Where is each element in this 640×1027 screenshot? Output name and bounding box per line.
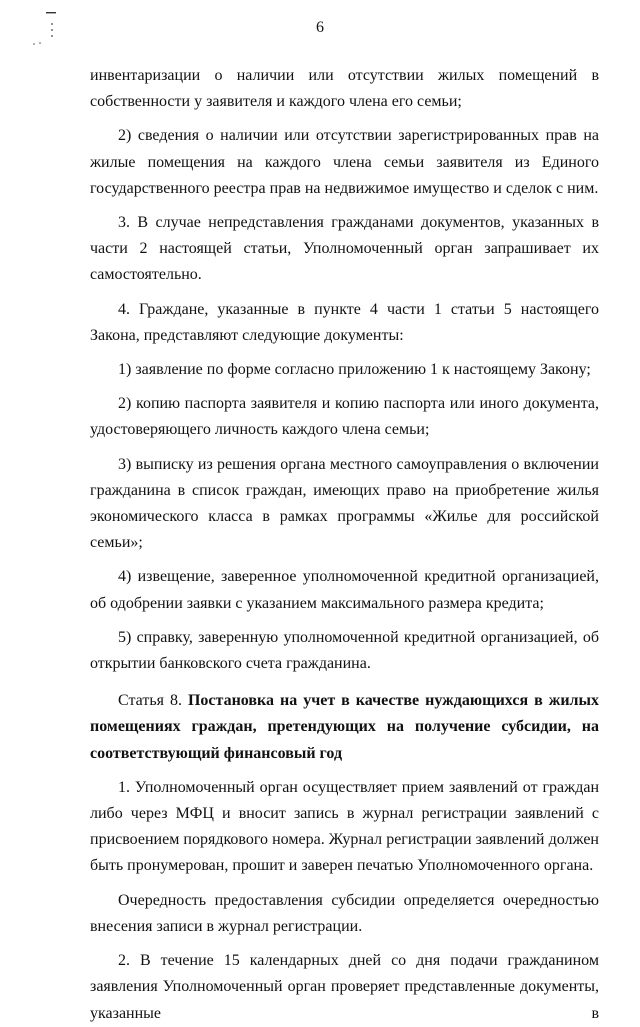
paragraph-4: 4. Граждане, указанные в пункте 4 части 1 статьи 5 настоящего Закона, представляют следующие документы: <box>90 300 599 344</box>
paragraph-2: 2) сведения о наличии или отсутствии зарегистрированных прав на жилые помещения на каждого члена семьи заявителя из Единого государственного реестра прав на недвижимое имущество и сделок с ним. <box>90 127 599 197</box>
list-item-1: 1) заявление по форме согласно приложению 1 к настоящему Закону; <box>118 361 591 379</box>
page-number: 6 <box>316 19 324 36</box>
list-item-5: 5) справку, заверенную уполномоченной кредитной организацией, об открытии банковского счета гражданина. <box>90 628 599 673</box>
document-body <box>90 63 599 1027</box>
list-item-2: 2) копию паспорта заявителя и копию паспорта или иного документа, удостоверяющего личность каждого члена семьи; <box>90 395 599 439</box>
article-number: Статья 8. <box>118 692 188 710</box>
paragraph-article-1: 1. Уполномоченный орган осуществляет прием заявлений от граждан либо через МФЦ и вносит запись в журнал регистрации заявлений с присвоением порядкового номера. Журнал регистрации заявлений должен быть пронумерован, прошит и заверен печатью Уполномоченного органа. <box>90 778 599 875</box>
article-heading <box>90 688 599 767</box>
paragraph-queue: Очередность предоставления субсидии определяется очередностью внесения записи в журнал регистрации. <box>90 891 599 935</box>
list-item-4: 4) извещение, заверенное уполномоченной кредитной организацией, об одобрении заявки с указанием максимального размера кредита; <box>90 568 599 612</box>
paragraph-1: инвентаризации о наличии или отсутствии жилых помещений в собственности у заявителя и каждого члена его семьи; <box>90 67 599 111</box>
paragraph-3: 3. В случае непредставления гражданами документов, указанных в части 2 настоящей статьи, Уполномоченный орган запрашивает их самостоятельно. <box>90 214 599 284</box>
paragraph-article-2: 2. В течение 15 календарных дней со дня подачи гражданином заявления Уполномоченный орган проверяет представленные документы, указанные в <box>90 952 599 1022</box>
article-title: Постановка на учет в качестве нуждающихся в жилых помещениях граждан, претендующих на получение субсидии, на соответствующий финансовый год <box>90 692 600 762</box>
list-item-3: 3) выписку из решения органа местного самоуправления о включении гражданина в список граждан, имеющих право на приобретение жилья экономического класса в рамках программы «Жилье для российской семьи»; <box>90 455 599 552</box>
